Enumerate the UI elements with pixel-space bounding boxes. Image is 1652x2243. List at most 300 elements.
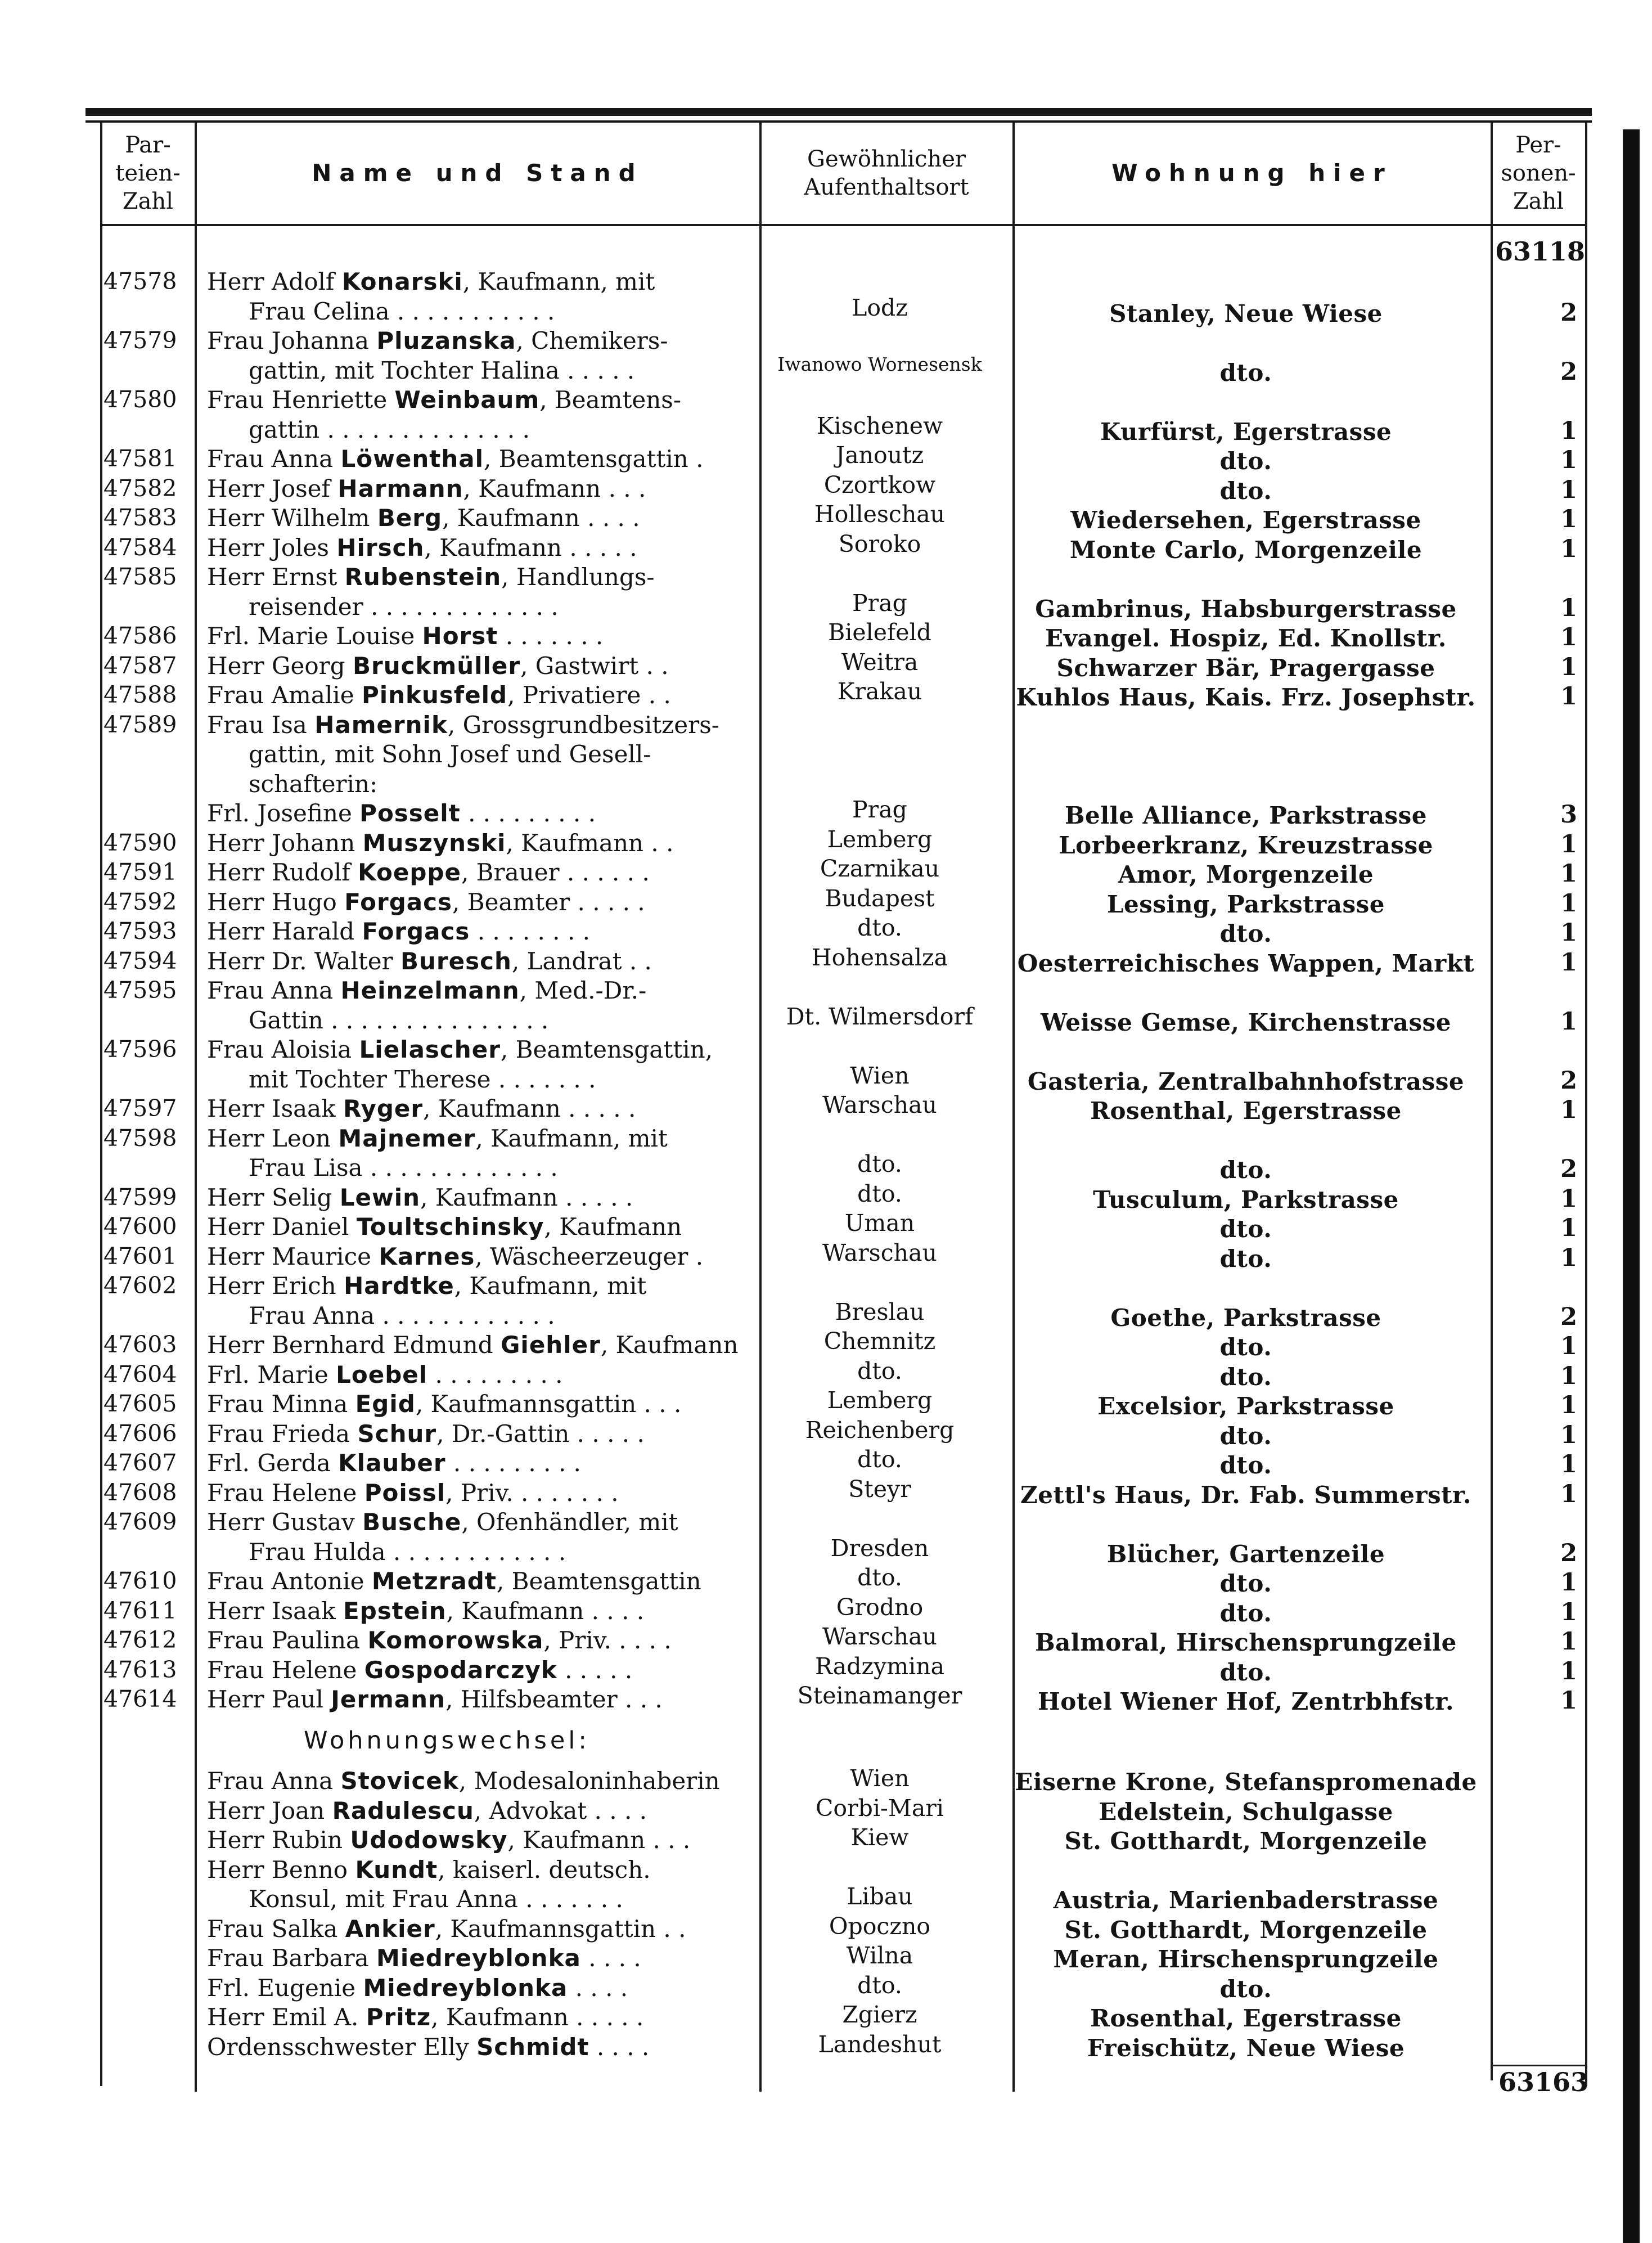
surname: Konarski [341, 268, 463, 295]
personen-zahl: 1 [1560, 534, 1577, 563]
surname: Stovicek [340, 1767, 459, 1795]
name-line [207, 327, 742, 354]
personen-zahl: 1 [1560, 446, 1577, 474]
parteien-zahl: 47600 [103, 1213, 177, 1240]
name-line [207, 1508, 742, 1536]
personen-zahl: 2 [1560, 1066, 1577, 1095]
name-text: , Kaufmann . . . . . [423, 1095, 636, 1122]
name-text: Frau Barbara [207, 1944, 377, 1972]
name-text: , Kaufmann, mit [462, 268, 655, 295]
surname: Egid [355, 1390, 416, 1418]
name-line [207, 829, 742, 857]
name-line [207, 1597, 742, 1625]
name-text: Herr Maurice [207, 1242, 379, 1270]
wohnung: Oesterreichisches Wappen, Markt [1017, 949, 1475, 977]
personen-zahl: 1 [1560, 1007, 1577, 1036]
name-text: . . . . . . . . . [427, 1360, 563, 1388]
parteien-zahl: 47602 [103, 1272, 177, 1299]
name-text: Frl. Josefine [207, 799, 360, 827]
name-text: Frl. Eugenie [207, 1974, 363, 2002]
aufenthaltsort: Kischenew [816, 412, 943, 439]
parteien-zahl: 47614 [103, 1685, 177, 1712]
top-rule [85, 108, 1592, 116]
name-text: Frau Anna [207, 1767, 341, 1795]
name-text: Herr Joles [207, 533, 337, 561]
aufenthaltsort: Wien [850, 1765, 910, 1792]
name-text: , Gastwirt . . [520, 651, 669, 680]
personen-zahl: 1 [1560, 830, 1577, 858]
name-text: , Beamter . . . . . [452, 888, 645, 916]
aufenthaltsort: Warschau [822, 1091, 937, 1118]
name-line [207, 386, 742, 413]
name-line [207, 1974, 742, 2002]
aufenthaltsort: dto. [857, 1150, 902, 1177]
name-line [207, 1095, 742, 1122]
aufenthaltsort: Budapest [825, 884, 935, 912]
name-text: , Wäscheerzeuger . [475, 1242, 704, 1270]
parteien-zahl: 47610 [103, 1567, 177, 1594]
name-text: , Kaufmann . . . [507, 1826, 691, 1854]
name-text: Herr Ernst [207, 563, 345, 591]
wohnung: Blücher, Gartenzeile [1106, 1540, 1385, 1568]
name-line [207, 475, 742, 502]
personen-zahl: 1 [1560, 948, 1577, 977]
surname: Lewin [339, 1183, 421, 1211]
name-line [207, 1361, 742, 1388]
surname: Schur [357, 1419, 437, 1448]
personen-zahl: 1 [1560, 1450, 1577, 1478]
name-text: , Grossgrundbesitzers- [447, 711, 719, 739]
name-text: Frau Salka [207, 1914, 345, 1943]
aufenthaltsort: Soroko [838, 530, 921, 558]
aufenthaltsort: Chemnitz [823, 1328, 936, 1355]
personen-zahl: 1 [1560, 594, 1577, 622]
aufenthaltsort: Breslau [835, 1298, 925, 1325]
name-text: , Kaufmann . . . . . [420, 1183, 633, 1211]
surname: Harmann [337, 474, 463, 502]
parteien-zahl: 47595 [103, 977, 177, 1004]
name-text: Frau Frieda [207, 1419, 358, 1448]
name-text: . . . . . . . . [470, 918, 590, 945]
name-line [207, 1331, 742, 1359]
name-text: , Priv. . . . . . . . [445, 1478, 619, 1507]
personen-zahl: 1 [1560, 682, 1577, 711]
personen-zahl: 1 [1560, 1391, 1577, 1419]
parteien-zahl: 47579 [103, 327, 177, 354]
personen-zahl: 1 [1560, 505, 1577, 533]
name-text: , Med.-Dr.- [519, 977, 647, 1004]
aufenthaltsort: Wien [850, 1062, 910, 1089]
total-rule [1491, 2065, 1587, 2066]
name-text: , Kaufmann . . . . . [431, 2003, 644, 2031]
wohnung: dto. [1219, 1215, 1272, 1243]
aufenthaltsort: Warschau [822, 1239, 937, 1266]
name-text: , Privatiere . . [507, 681, 671, 709]
wohnung: dto. [1219, 477, 1272, 505]
name-text: Herr Johann [207, 829, 363, 857]
name-text: Frau Helene [207, 1656, 364, 1684]
name-line [207, 1213, 742, 1240]
name-line [207, 888, 742, 916]
name-line [207, 1243, 742, 1270]
wohnung: Gambrinus, Habsburgerstrasse [1035, 595, 1457, 623]
name-text: , Kaufmann, mit [475, 1124, 668, 1152]
wohnung: dto. [1219, 1599, 1272, 1627]
name-text: Herr Gustav [207, 1508, 363, 1536]
wohnung: dto. [1219, 1975, 1272, 2003]
name-text: , Kaufmann . . . . [446, 1597, 645, 1625]
parteien-zahl: 47581 [103, 445, 177, 472]
wohnung: Goethe, Parkstrasse [1110, 1303, 1381, 1332]
wohnung: dto. [1219, 358, 1272, 386]
personen-zahl: 1 [1560, 1096, 1577, 1124]
name-text: Frau Antonie [207, 1567, 372, 1595]
name-text: , Kaufmann, mit [454, 1272, 647, 1300]
name-line [207, 534, 742, 561]
parteien-zahl: 47586 [103, 622, 177, 649]
aufenthaltsort: Lodz [852, 294, 908, 321]
name-line: gattin, mit Sohn Josef und Gesell- [249, 740, 651, 768]
surname: Busche [362, 1508, 462, 1536]
name-text: Ordensschwester Elly [207, 2033, 477, 2061]
wohnung: Rosenthal, Egerstrasse [1090, 1097, 1402, 1125]
name-text: Herr Daniel [207, 1213, 357, 1240]
header-parteien-zahl: Par- teien- Zahl [115, 132, 181, 214]
total-end: 63163 [1498, 2067, 1589, 2097]
name-text: . . . . [589, 2033, 650, 2061]
parteien-zahl: 47583 [103, 504, 177, 531]
name-text: Herr Georg [207, 651, 353, 680]
surname: Klauber [338, 1449, 446, 1477]
wohnung: Gasteria, Zentralbahnhofstrasse [1027, 1067, 1465, 1095]
name-text: , Ofenhändler, mit [461, 1508, 678, 1536]
name-text: , Beamtens- [539, 386, 682, 413]
parteien-zahl: 47599 [103, 1183, 177, 1211]
name-text: Herr Selig [207, 1183, 340, 1211]
header-personen-zahl: Per- sonen- Zahl [1501, 132, 1576, 214]
name-text: Frau Henriette [207, 386, 395, 413]
name-line [207, 1626, 742, 1654]
wohnung: dto. [1219, 1363, 1272, 1391]
section-title: Wohnungswechsel: [304, 1726, 590, 1755]
parteien-zahl: 47591 [103, 858, 177, 885]
surname: Hirsch [336, 533, 425, 561]
surname: Udodowsky [350, 1826, 508, 1854]
name-text: Herr Dr. Walter [207, 947, 400, 975]
aufenthaltsort: dto. [857, 1357, 902, 1385]
surname: Komorowska [367, 1626, 544, 1654]
name-text: , Beamtensgattin . [484, 445, 704, 473]
parteien-zahl: 47594 [103, 947, 177, 974]
name-text: Herr Josef [207, 474, 338, 502]
name-line [207, 504, 742, 532]
name-text: Frau Isa [207, 711, 315, 739]
name-text: , Kaufmannsgattin . . [435, 1914, 686, 1943]
name-text: Herr Adolf [207, 268, 342, 295]
name-text: Herr Erich [207, 1272, 344, 1300]
parteien-zahl: 47584 [103, 533, 177, 561]
aufenthaltsort: Krakau [837, 678, 922, 705]
name-text: Frau Minna [207, 1390, 355, 1418]
name-line [207, 1125, 742, 1152]
name-text: Herr Benno [207, 1855, 355, 1884]
name-text: Frau Anna [207, 977, 341, 1004]
wohnung: Excelsior, Parkstrasse [1097, 1392, 1394, 1420]
wohnung: Amor, Morgenzeile [1118, 861, 1374, 888]
name-text: , Handlungs- [501, 563, 655, 591]
aufenthaltsort: Steyr [848, 1475, 911, 1503]
aufenthaltsort: Iwanowo Wornesensk [777, 353, 982, 375]
header-name-und-stand: Name und Stand [312, 159, 643, 187]
name-line [207, 1390, 742, 1418]
name-line [207, 1479, 742, 1507]
aufenthaltsort: Opoczno [829, 1912, 931, 1940]
surname: Weinbaum [394, 386, 540, 413]
parteien-zahl: 47597 [103, 1095, 177, 1122]
wohnung: Rosenthal, Egerstrasse [1090, 2004, 1402, 2032]
aufenthaltsort: Wilna [846, 1942, 913, 1969]
header-aufenthaltsort: Gewöhnlicher Aufenthaltsort [804, 146, 969, 200]
aufenthaltsort: Uman [844, 1210, 915, 1237]
name-text: . . . . [568, 1974, 628, 2002]
surname: Radulescu [332, 1796, 474, 1824]
surname: Loebel [336, 1360, 428, 1388]
name-text: , Kaufmann . . [506, 829, 674, 857]
name-line: gattin, mit Tochter Halina . . . . . [249, 356, 635, 384]
personen-zahl: 2 [1560, 298, 1577, 327]
name-line [207, 2033, 742, 2061]
personen-zahl: 1 [1560, 416, 1577, 445]
aufenthaltsort: Libau [847, 1883, 913, 1910]
wohnung: dto. [1219, 1451, 1272, 1479]
wohnung: Belle Alliance, Parkstrasse [1064, 802, 1427, 829]
name-line [207, 918, 742, 945]
total-start: 63118 [1495, 236, 1586, 267]
personen-zahl: 1 [1560, 860, 1577, 888]
parteien-zahl: 47612 [103, 1626, 177, 1653]
aufenthaltsort: Zgierz [842, 2001, 917, 2028]
name-text: , Brauer . . . . . . [461, 858, 650, 886]
name-text: Herr Rudolf [207, 858, 358, 886]
parteien-zahl: 47613 [103, 1656, 177, 1683]
name-text: Herr Hugo [207, 888, 345, 916]
surname: Kundt [355, 1855, 438, 1884]
name-line [207, 681, 742, 709]
personen-zahl: 2 [1560, 357, 1577, 386]
aufenthaltsort: Lemberg [827, 1387, 933, 1414]
aufenthaltsort: Reichenberg [805, 1416, 955, 1444]
aufenthaltsort: Prag [852, 589, 907, 617]
wohnung: dto. [1219, 1333, 1272, 1361]
personen-zahl: 2 [1560, 1539, 1577, 1567]
name-line [207, 1272, 742, 1300]
parteien-zahl: 47603 [103, 1331, 177, 1358]
aufenthaltsort: Warschau [822, 1623, 937, 1650]
name-text: . . . . . . . . . [460, 799, 596, 827]
surname: Giehler [500, 1331, 601, 1359]
aufenthaltsort: Holleschau [814, 501, 946, 528]
aufenthaltsort: Czortkow [823, 471, 936, 498]
parteien-zahl: 47578 [103, 268, 177, 295]
surname: Toultschinsky [356, 1213, 544, 1240]
name-text: , Landrat . . [511, 947, 652, 975]
personen-zahl: 1 [1560, 1332, 1577, 1360]
parteien-zahl: 47587 [103, 651, 177, 679]
name-line [207, 947, 742, 975]
surname: Löwenthal [340, 445, 484, 473]
name-line: Frau Hulda . . . . . . . . . . . . [249, 1538, 566, 1566]
name-text: Frau Helene [207, 1478, 364, 1507]
name-text: , Kaufmann . . . [463, 474, 646, 502]
name-text: . . . . [580, 1944, 641, 1972]
surname: Muszynski [362, 829, 506, 857]
surname: Rubenstein [344, 563, 502, 591]
aufenthaltsort: Landeshut [818, 2030, 942, 2058]
wohnung: dto. [1219, 920, 1272, 947]
name-text: Herr Rubin [207, 1826, 350, 1854]
name-text: , Hilfsbeamter . . . [445, 1685, 663, 1713]
parteien-zahl: 47598 [103, 1124, 177, 1152]
name-text: , Kaufmann [544, 1213, 682, 1240]
personen-zahl: 1 [1560, 1214, 1577, 1242]
wohnung: dto. [1219, 1422, 1272, 1450]
surname: Posselt [359, 799, 461, 827]
aufenthaltsort: Grodno [836, 1593, 924, 1621]
surname: Miedreyblonka [376, 1944, 581, 1972]
name-line [207, 977, 742, 1004]
name-line [207, 1856, 742, 1884]
name-line [207, 1767, 742, 1795]
aufenthaltsort: dto. [857, 1180, 902, 1207]
wohnung: Weisse Gemse, Kirchenstrasse [1040, 1008, 1452, 1036]
column-rule [100, 123, 102, 2086]
personen-zahl: 3 [1560, 801, 1577, 829]
name-line [207, 1449, 742, 1477]
name-text: , Advokat . . . . [474, 1796, 647, 1824]
name-line [207, 622, 742, 650]
name-text: Herr Harald [207, 918, 362, 945]
column-rule [1585, 123, 1587, 2086]
name-line [207, 799, 742, 827]
personen-zahl: 1 [1560, 1421, 1577, 1449]
wohnung: Monte Carlo, Morgenzeile [1069, 536, 1423, 564]
aufenthaltsort: Czarnikau [820, 855, 940, 882]
name-text: , Kaufmann . . . . . [424, 533, 637, 561]
parteien-zahl: 47585 [103, 563, 177, 590]
name-line [207, 1656, 742, 1684]
name-text: , kaiserl. deutsch. [438, 1855, 651, 1884]
wohnung: Evangel. Hospiz, Ed. Knollstr. [1045, 624, 1447, 652]
column-rule [195, 123, 197, 2092]
name-line [207, 652, 742, 680]
name-text: , Kaufmann . . . . [442, 504, 640, 532]
name-text: , Dr.-Gattin . . . . . [436, 1419, 645, 1448]
personen-zahl: 1 [1560, 475, 1577, 504]
aufenthaltsort: Kiew [850, 1824, 909, 1851]
header-wohnung-hier: Wohnung hier [1111, 159, 1393, 187]
personen-zahl: 1 [1560, 653, 1577, 681]
name-text: , Chemikers- [516, 327, 668, 354]
name-text: . . . . . [557, 1656, 633, 1684]
name-line [207, 563, 742, 591]
parteien-zahl: 47611 [103, 1597, 177, 1624]
parteien-zahl: 47590 [103, 829, 177, 856]
name-text: Frl. Marie [207, 1360, 336, 1388]
name-line [207, 1797, 742, 1824]
aufenthaltsort: Dt. Wilmersdorf [786, 1003, 974, 1030]
parteien-zahl: 47588 [103, 681, 177, 708]
name-text: Herr Isaak [207, 1095, 344, 1122]
wohnung: St. Gotthardt, Morgenzeile [1064, 1827, 1428, 1855]
surname: Majnemer [338, 1124, 476, 1152]
surname: Forgacs [362, 918, 470, 945]
wohnung: Freischütz, Neue Wiese [1087, 2034, 1405, 2062]
name-text: Herr Bernhard Edmund [207, 1331, 501, 1359]
surname: Schmidt [476, 2033, 589, 2061]
name-text: , Priv. . . . . [543, 1626, 672, 1654]
parteien-zahl: 47609 [103, 1508, 177, 1535]
name-text: , Kaufmann [600, 1331, 739, 1359]
surname: Pinkusfeld [361, 681, 508, 709]
personen-zahl: 1 [1560, 1687, 1577, 1715]
wohnung: dto. [1219, 1156, 1272, 1184]
name-text: Herr Emil A. [207, 2003, 366, 2031]
wohnung: dto. [1219, 1570, 1272, 1597]
name-text: Frau Amalie [207, 681, 362, 709]
wohnung: Lorbeerkranz, Kreuzstrasse [1059, 831, 1433, 859]
name-text: Herr Paul [207, 1685, 331, 1713]
parteien-zahl: 47605 [103, 1390, 177, 1417]
surname: Bruckmüller [353, 651, 521, 680]
parteien-zahl: 47606 [103, 1419, 177, 1447]
personen-zahl: 1 [1560, 1657, 1577, 1685]
top-rule-thin [85, 120, 1592, 123]
surname: Metzradt [371, 1567, 497, 1595]
name-line: Gattin . . . . . . . . . . . . . . . [249, 1006, 549, 1034]
surname: Hardtke [344, 1272, 454, 1300]
header-rule [100, 224, 1587, 226]
name-line: Frau Lisa . . . . . . . . . . . . . [249, 1154, 558, 1181]
name-text: Frau Paulina [207, 1626, 368, 1654]
wohnung: Wiedersehen, Egerstrasse [1070, 506, 1421, 534]
aufenthaltsort: dto. [857, 914, 902, 941]
surname: Lielascher [359, 1036, 501, 1063]
aufenthaltsort: Corbi-Mari [815, 1794, 944, 1822]
parteien-zahl: 47601 [103, 1242, 177, 1270]
aufenthaltsort: Radzymina [814, 1652, 945, 1680]
surname: Forgacs [344, 888, 453, 916]
parteien-zahl: 47593 [103, 918, 177, 945]
wohnung: dto. [1219, 447, 1272, 475]
name-line [207, 1036, 742, 1063]
name-line [207, 1567, 742, 1595]
name-text: Frl. Marie Louise [207, 622, 422, 650]
name-text: , Beamtensgattin [496, 1567, 701, 1595]
surname: Koeppe [358, 858, 461, 886]
aufenthaltsort: Lemberg [827, 825, 933, 853]
aufenthaltsort: Hohensalza [811, 943, 948, 971]
aufenthaltsort: dto. [857, 1971, 902, 1999]
name-text: Herr Wilhelm [207, 504, 377, 532]
aufenthaltsort: dto. [857, 1564, 902, 1591]
aufenthaltsort: Janoutz [835, 442, 924, 469]
personen-zahl: 2 [1560, 1155, 1577, 1183]
wohnung: dto. [1219, 1658, 1272, 1686]
wohnung: Schwarzer Bär, Pragergasse [1056, 654, 1435, 682]
surname: Gospodarczyk [364, 1656, 557, 1684]
name-text: Frau Aloisia [207, 1036, 359, 1063]
surname: Jermann [331, 1685, 445, 1713]
